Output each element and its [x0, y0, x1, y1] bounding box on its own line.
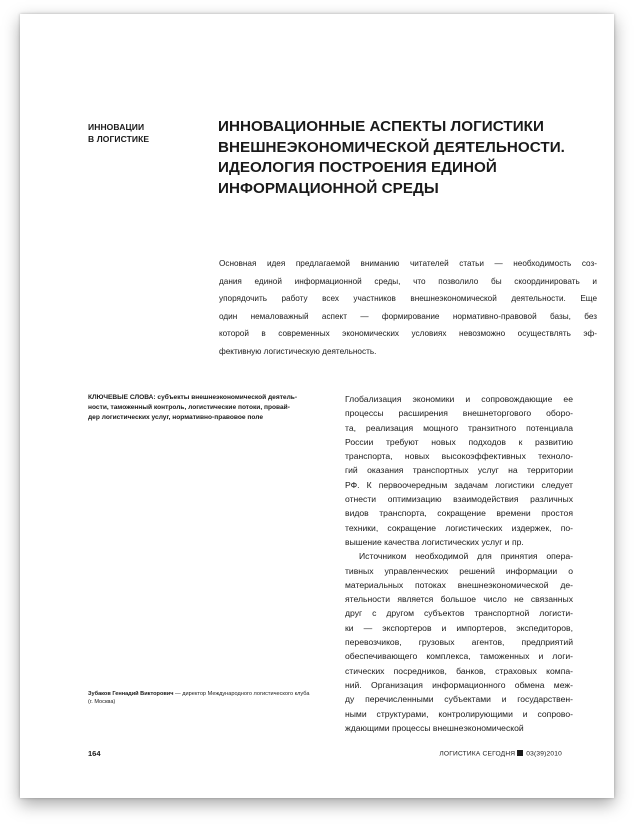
body-line: та, реализация мощного транзитного потенциала	[345, 422, 573, 433]
body-line: обеспечивающего комплекса, таможенных и логи-	[345, 651, 573, 662]
lead-line: один немаловажный аспект — формирование нормативно-правовой базы, без	[219, 311, 597, 321]
page-number: 164	[88, 749, 101, 758]
body-line: видов транспорта, сокращение времени простоя	[345, 508, 573, 519]
author-role: — директор Международного логистического клуба	[173, 691, 310, 697]
journal-issue: 03(39)2010	[526, 750, 562, 758]
lead-line: упорядочить работу всех участников внешнеэкономической деятельности. Еще	[219, 294, 597, 304]
journal-page	[20, 14, 614, 798]
lead-line: фективную логистическую деятельность.	[219, 346, 377, 356]
section-label-line: ИННОВАЦИИ	[88, 122, 145, 132]
body-line: ний. Организация информационного обмена меж-	[345, 679, 573, 690]
journal-name: ЛОГИСТИКА СЕГОДНЯ	[439, 750, 516, 758]
body-line: ятельности является большое число не связанных	[345, 594, 573, 605]
title-line: ИННОВАЦИОННЫЕ АСПЕКТЫ ЛОГИСТИКИ	[218, 118, 544, 135]
body-line: тивных управленческих решений информации о	[345, 565, 573, 576]
body-line: России требуют новых подходов к развитию	[345, 436, 573, 447]
author-city: (г. Москва)	[88, 699, 116, 706]
body-line: гий оказания транспортных услуг на территории	[345, 465, 573, 476]
lead-paragraph	[219, 255, 597, 361]
lead-line: Основная идея предлагаемой вниманию читателей статьи — необходимость соз-	[219, 259, 597, 268]
body-line: Глобализация экономики и сопровождающие ее	[345, 394, 573, 404]
body-line: перевозчиков, грузовых агентов, предприятий	[345, 637, 573, 648]
body-line: материальных потоках внешнеэкономической де-	[345, 579, 573, 590]
body-line: ки — экспортеров и импортеров, экспедиторов,	[345, 622, 573, 633]
body-line: РФ. К первоочередным задачам логистики следует	[345, 479, 573, 490]
body-line: техники, сокращение логистических издержек, по-	[345, 522, 573, 533]
body-line: Источником необходимой для принятия опера-	[359, 551, 573, 562]
body-line: вышение качества логистических услуг и пр.	[345, 536, 524, 547]
body-line: ждающими процессы внешнеэкономической	[345, 722, 524, 733]
author-note	[88, 690, 348, 707]
body-line: друг с другом субъектов транспортной логисти-	[345, 608, 573, 619]
body-line: стических посредников, банков, страховых компа-	[345, 665, 573, 676]
section-label-line: В ЛОГИСТИКЕ	[88, 133, 150, 144]
keywords-label: КЛЮЧЕВЫЕ СЛОВА:	[88, 394, 156, 401]
body-line: ными структурами, контролирующими и сопрово-	[345, 708, 573, 719]
body-line: ду перечисленными субъектами и государствен-	[345, 694, 573, 705]
article-title	[218, 117, 608, 199]
body-line: процессы расширения внешнеторгового оборо-	[345, 408, 573, 419]
title-line: ВНЕШНЕЭКОНОМИЧЕСКОЙ ДЕЯТЕЛЬНОСТИ.	[218, 138, 565, 156]
keywords-text: дер логистических услуг, нормативно-правовое поле	[88, 414, 264, 422]
title-line: ИДЕОЛОГИЯ ПОСТРОЕНИЯ ЕДИНОЙ	[218, 159, 497, 176]
body-line: отнести оптимизацию взаимодействия различных	[345, 494, 573, 505]
keywords-text: субъекты внешнеэкономической деятель-	[155, 394, 298, 401]
lead-line: которой в современных экономических условиях невозможно осуществлять эф-	[219, 329, 597, 339]
body-line: транспорта, новых высокоэффективных техноло-	[345, 451, 573, 462]
lead-line: дания единой информационной среды, что позволило бы скоординировать и	[219, 276, 597, 286]
body-column	[345, 392, 573, 735]
keywords-line	[88, 393, 346, 403]
author-name: Зубаков Геннадий Викторович	[88, 691, 174, 697]
journal-footer	[439, 750, 562, 758]
title-line: ИНФОРМАЦИОННОЙ СРЕДЫ	[218, 179, 439, 197]
section-label	[88, 122, 178, 145]
keywords-block	[88, 393, 346, 424]
square-bullet-icon	[517, 750, 523, 756]
keywords-text: ности, таможенный контроль, логистические потоки, провай-	[88, 404, 290, 412]
author-line	[88, 690, 348, 698]
